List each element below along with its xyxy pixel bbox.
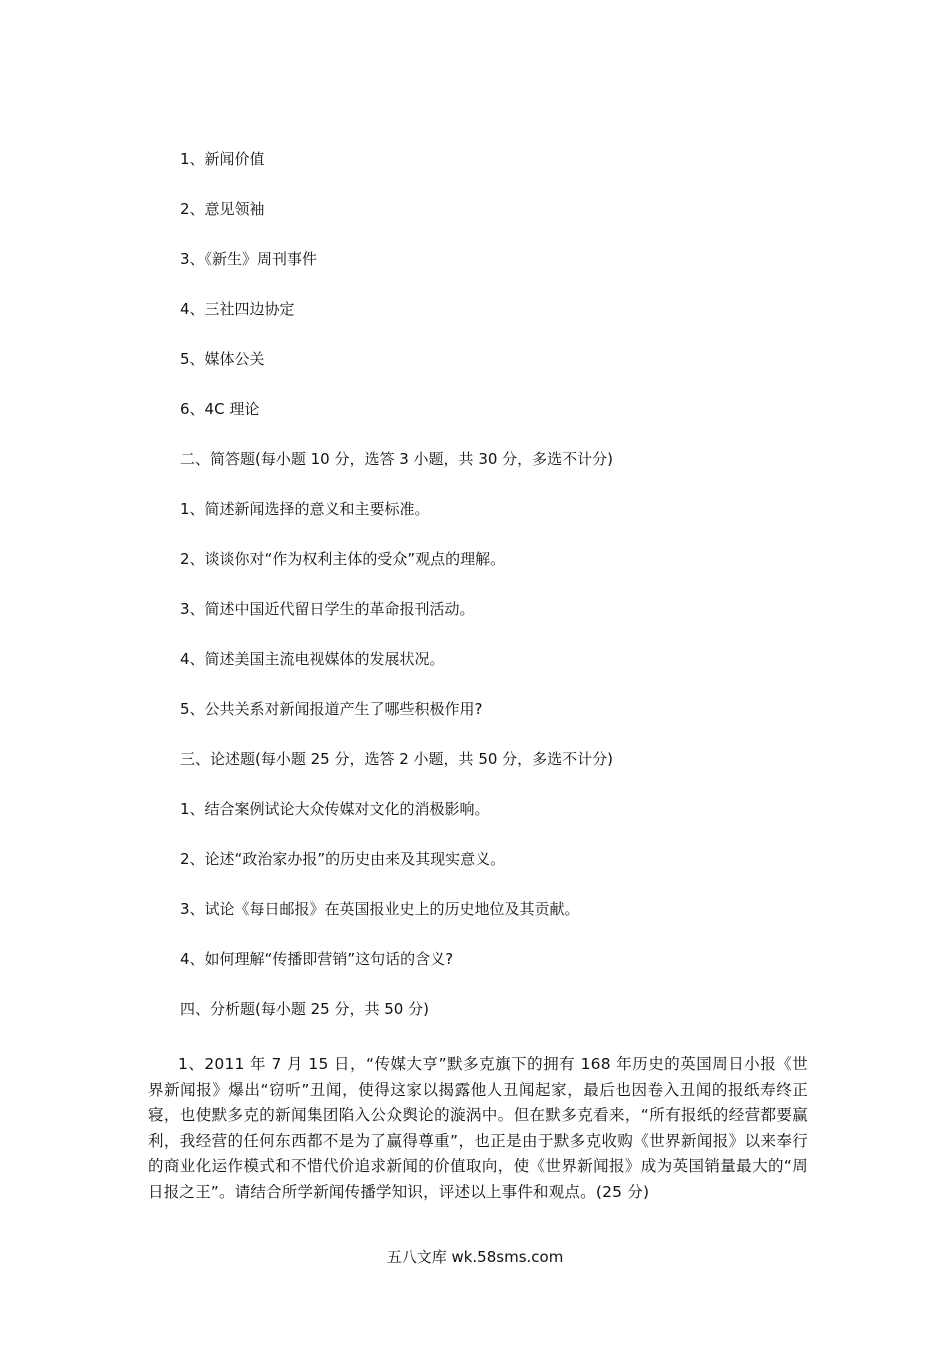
term-item-2: 2、意见领袖	[180, 200, 265, 218]
short-answer-item-2: 2、谈谈你对“作为权利主体的受众”观点的理解。	[180, 550, 506, 568]
analysis-heading: 四、分析题(每小题 25 分，共 50 分)	[180, 1000, 429, 1018]
term-item-4: 4、三社四边协定	[180, 300, 295, 318]
term-item-3: 3、《新生》周刊事件	[180, 250, 318, 268]
analysis-question-paragraph: 1、2011 年 7 月 15 日，“传媒大亨”默多克旗下的拥有 168 年历史的英国周日小报《世界新闻报》爆出“窃听”丑闻，使得这家以揭露他人丑闻起家，最后也因卷入丑闻的报纸寿终正寝，也使默多克的新闻集团陷入公众舆论的漩涡中。但在默多克看来，“所有报纸的经营都要赢利，我经营的任何东西都不是为了赢得尊重”，也正是由于默多克收购《世界新闻报》以来奉行的商业化运作模式和不惜代价追求新闻的价值取向，使《世界新闻报》成为英国销量最大的“周日报之王”。请结合所学新闻传播学知识，评述以上事件和观点。(25 分)	[148, 1055, 808, 1201]
essay-item-2: 2、论述“政治家办报”的历史由来及其现实意义。	[180, 850, 506, 868]
term-item-6: 6、4C 理论	[180, 400, 260, 418]
short-answer-item-1: 1、简述新闻选择的意义和主要标准。	[180, 500, 430, 518]
footer-watermark: 五八文库 wk.58sms.com	[386, 1248, 564, 1266]
short-answer-item-4: 4、简述美国主流电视媒体的发展状况。	[180, 650, 445, 668]
short-answer-item-5: 5、公共关系对新闻报道产生了哪些积极作用?	[180, 700, 483, 718]
short-answer-heading: 二、简答题(每小题 10 分，选答 3 小题，共 30 分，多选不计分)	[180, 450, 614, 468]
essay-heading: 三、论述题(每小题 25 分，选答 2 小题，共 50 分，多选不计分)	[180, 750, 614, 768]
essay-item-3: 3、试论《每日邮报》在英国报业史上的历史地位及其贡献。	[180, 900, 580, 918]
essay-item-1: 1、结合案例试论大众传媒对文化的消极影响。	[180, 800, 490, 818]
short-answer-item-3: 3、简述中国近代留日学生的革命报刊活动。	[180, 600, 475, 618]
essay-item-4: 4、如何理解“传播即营销”这句话的含义?	[180, 950, 454, 968]
term-item-1: 1、新闻价值	[180, 150, 265, 168]
term-item-5: 5、媒体公关	[180, 350, 265, 368]
